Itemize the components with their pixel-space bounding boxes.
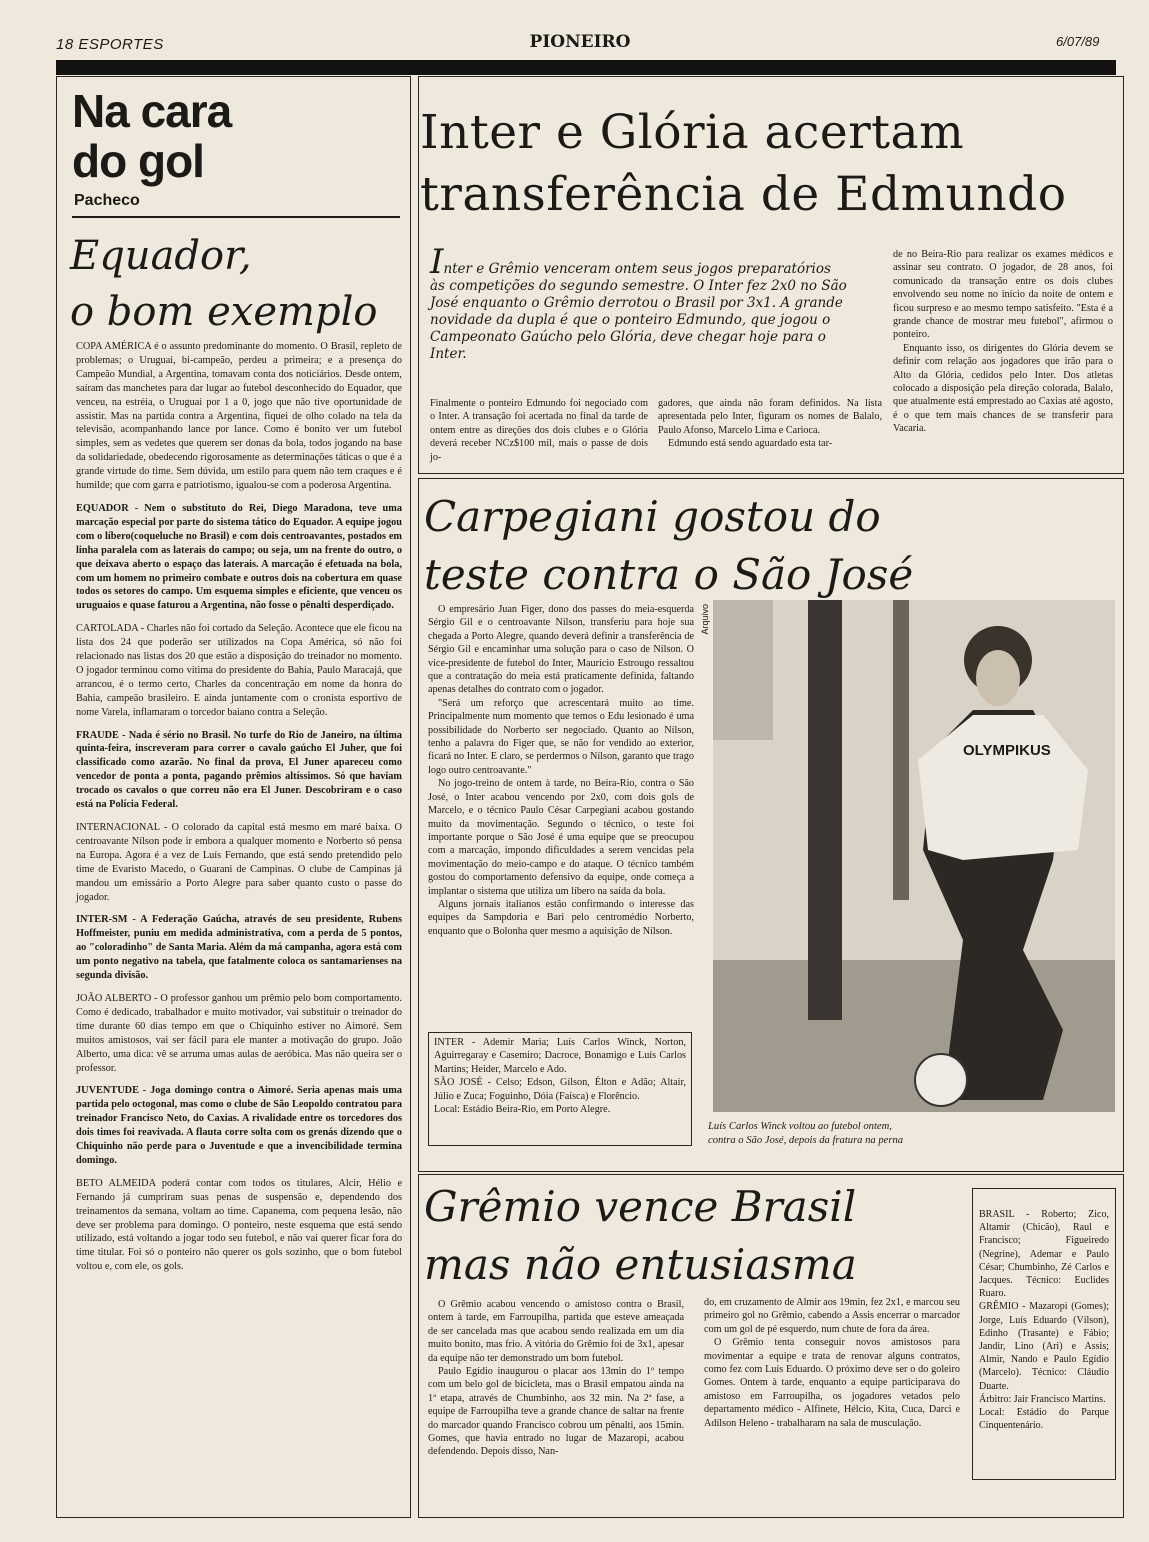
column-paragraph: JOÃO ALBERTO - O professor ganhou um prêmio pelo bom comportamento. Como é dedicado, trabalhador e muito motivador, vai substituir o treinador do time durante 60 dias tempo em que o Chiquinho estiver no Aimoré. Sem muitos amistosos, vai ser fácil para ele manter a motivação do grupo. João Alberto, uma dica: vê se arruma umas aulas de aeróbica. Mas não queira ser o professor.: [76, 992, 403, 1074]
page-section-label: 18 ESPORTES: [56, 36, 164, 53]
column-paragraph: BETO ALMEIDA poderá contar com todos os titulares, Alcir, Hélio e Fernando já cumpriram suas penas de suspensão e, dependendo dos treinamentos da semana, voltam ao time. Capanema, com pequena lesão, não deve ser problema para domingo. O ponteiro, neste esquema que está sendo utilizado, está voltando a jogar todo seu futebol, e não vai querer ficar fora do time titular. Foi só o ponteiro não querer os gols sozinho, que o bom futebol voltou e, com ele, os gols.: [76, 1177, 403, 1273]
story1-headline: Inter e Glória acertam transferência de Edmundo: [420, 105, 1067, 222]
column-body: [76, 340, 402, 1283]
column-paragraph: EQUADOR - Nem o substituto do Rei, Diego Maradona, teve uma marcação especial por parte do sistema tático do Equador. A equipe jogou com o líbero(coqueluche no Brasil) e com dois centroavantes, postados em linha paralela com as laterais do campo; ou seja, um na frente do outro, o que deixava aberto o espaço das laterais. A marcação é efetuada na bola, com um homem no primeiro combate e outros dois na cobertura em quase todos os setores do campo. Um esquema simples e eficiente, que venceu os uruguaios e quase faturou a Argentina, não fosse o pênalti desperdiçado.: [76, 502, 403, 612]
column-rule: [72, 216, 400, 218]
column-headline: Equador, o bom exemplo: [70, 233, 378, 335]
column-paragraph: INTER-SM - A Federação Gaúcha, através de seu presidente, Rubens Hoffmeister, puniu em medida administrativa, com a perda de 5 pontos, ao "coloradinho" de Santa Maria. Além da má campanha, agora está com um ponto negativo na tabela, que fatalmente coloca os santamarienses na segunda divisão.: [76, 914, 402, 982]
column-author: Pacheco: [74, 192, 140, 209]
player-photo-image: [713, 600, 1115, 1112]
story3-col1: O Grêmio acabou vencendo o amistoso contra o Brasil, ontem à tarde, em Farroupilha, partida que esteve ameaçada de ser cancelada mas que acabou sendo realizada em um dia muito bonito, mas frio. A vitória do Grêmio foi de 3x1, apesar da equipe não ter demonstrado um bom futebol. Paulo Egídio inaugurou o placar aos 13min do 1º tempo com um belo gol de bicicleta, mas o Brasil empatou ainda na 1ª etapa, através de Chumbinho, aos 32 min. Na 2ª fase, a equipe de Farroupilha teve a grande chance de saltar na frente do marcador quando Francisco cobrou um pênalti, aos 15min. Gomes, que havia entrado no lugar de Mazaropi, acabou defendendo. Depois disso, Nan-: [428, 1299, 684, 1458]
story2-paragraph: Alguns jornais italianos estão confirmando o interesse das equipes da Sampdoria e Bari pelo centromédio Norberto, enquanto que o Bolonha quer mesmo a aquisição de Nílson.: [428, 898, 694, 937]
story2-headline: Carpegiani gostou do teste contra o São José: [424, 492, 914, 599]
column-paragraph: COPA AMÉRICA é o assunto predominante do momento. O Brasil, repleto de problemas; o Uruguai, bi-campeão, perdeu a primeira; e a presença do Campeão Mundial, a Argentina, tomavam conta dos noticiários. Desde ontem, saíram das manchetes para dar lugar ao futebol desconhecido do Equador, que venceu, na estréia, o Uruguai por 1 a 0, jogo que não tive oportunidade de assistir. Mas na partida contra a Argentina, fiquei de olho colado na tela da televisão, acompanhando lance por lance. Como é bonito ver um futebol simples, sem as vedetes que querem ser donas da bola, todos jogando na base da solidariedade, obedecendo rigorosamente as determinações táticas o que é a grande virtude do time. Sem dúvida, um estilo para quem não tem craques e é humilde; que com garra e patriotismo, igualou-se com a poderosa Argentina.: [76, 341, 402, 492]
story3-headline: Grêmio vence Brasil mas não entusiasma: [424, 1182, 857, 1289]
story2-lineup: INTER - Ademir Maria; Luís Carlos Winck, Norton, Aguirregaray e Casemiro; Dacroce, Bonamigo e Luís Carlos Martins; Heider, Marcelo e Ado. SÃO JOSÉ - Celso; Edson, Gílson, Élton e Adão; Altair, Júlio e Zuca; Foguinho, Dóia (Faísca) e Florêncio. Local: Estádio Beira-Rio, em Porto Alegre.: [434, 1037, 686, 1116]
story1-right-col: de no Beira-Rio para realizar os exames médicos e assinar seu contrato. O jogador, de 28 anos, foi comunicado da transação entre os dois clubes envolvendo seu nome no início da noite de ontem e ficou surpreso e ao mesmo tempo satisfeito. "Esta é a grande chance de mostrar meu futebol", afirmou o ponteiro. Enquanto isso, os dirigentes do Glória devem se definir com relação aos jogadores que irão para o Alto da Glória, cedidos pelo Inter. Dos atletas colocado a disposição pela direção colorada, Balalo, que atualmente está emprestado ao Caxias até agosto, é o que tem mais chances de se transferir para Vacaria.: [893, 249, 1113, 435]
shirt-logo: OLYMPIKUS: [963, 742, 1051, 759]
story2-body: [428, 603, 694, 938]
photo-credit: Arquivo: [700, 604, 710, 635]
story2-paragraph: "Será um reforço que acrescentará muito ao time. Principalmente num momento que temos o Edu lesionado é uma possibilidade do Norberto ser negociado. Quanto ao Nílson, tenho a palavra do Figer que, se não for vendido ao exterior, ficará no Inter. E claro, se perdermos o Nílson, garanto que trago logo outro centroavante.": [428, 697, 694, 776]
story1-col1: Finalmente o ponteiro Edmundo foi negociado com o Inter. A transação foi acertada no final da tarde de ontem entre as direções dos dois clubes e o Glória deverá receber NCz$100 mil, mais o passe de dois jo-: [430, 398, 648, 463]
story1-col2: gadores, que ainda não foram definidos. Na lista apresentada pelo Inter, figuram os nomes de Balalo, Paulo Afonso, Marcelo Lima e Carioca. Edmundo está sendo aguardado esta tar-: [658, 398, 882, 450]
story3-lineup: BRASIL - Roberto; Zico, Altamir (Chicão), Raul e Francisco; Figueiredo (Negrine), Ademar e Paulo César; Chumbinho, Zé Carlos e Jacques. Técnico: Euclides Ruaro. GRÊMIO - Mazaropi (Gomes); Jorge, Luís Eduardo (Vílson), Edinho (Trasante) e Fábio; Jandir, Lino (Ari) e Assis; Almir, Nando e Paulo Egídio (Marcelo). Técnico: Cláudio Duarte. Árbitro: Jair Francisco Martins. Local: Estádio do Parque Cinquentenário.: [979, 1209, 1109, 1432]
page-date: 6/07/89: [1056, 34, 1100, 49]
column-title: Na cara do gol: [72, 85, 232, 187]
column-paragraph: FRAUDE - Nada é sério no Brasil. No turfe do Rio de Janeiro, na última quinta-feira, inscreveram para correr o cavalo gaúcho El Juher, que foi classificado como azarão. No final da prova, El Juner apareceu como vencedor de ponta a ponta, pagando prêmios altíssimos. Só que haviam trocado os cavalos o que correu não era El Juner. Descobriram e o caso está na Polícia Federal.: [76, 729, 402, 811]
photo-caption: Luís Carlos Winck voltou ao futebol ontem, contra o São José, depois da fratura na perna: [708, 1121, 904, 1146]
player-photo: [713, 600, 1115, 1112]
header-bar: [56, 60, 1116, 75]
story1-lead: Inter e Grêmio venceram ontem seus jogos preparatórios às competições do segundo semestre. O Inter fez 2x0 no São José enquanto o Grêmio derrotou o Brasil por 3x1. A grande novidade da dupla é que o ponteiro Edmundo, que jogou o Campeonato Gaúcho pelo Glória, deve chegar hoje para o Inter.: [430, 242, 847, 362]
column-paragraph: INTERNACIONAL - O colorado da capital está mesmo em maré baixa. O centroavante Nílson pode ir embora a qualquer momento e Norberto só pensa na Europa. Agora é a vez de Luís Fernando, que está sendo pretendido pelo time de Evaristo Macedo, o Guarani de Campinas. O clube de Campinas já mandou um emissário a Porto Alegre para saber quanto custo o passe do jogador.: [76, 822, 402, 903]
story2-paragraph: O empresário Juan Figer, dono dos passes do meia-esquerda Sérgio Gil e o centroavante Nílson, transferiu para hoje sua chegada a Porto Alegre, quando deverá definir a transferência de Sérgio Gil e encaminhar uma solução para o caso de Nílson. O vice-presidente de futebol do Inter, Maurício Estrougo ressaltou que a contratação do meia está praticamente definida, faltando apenas detalhes do contrato com o jogador.: [428, 604, 694, 696]
newspaper-title: PIONEIRO: [529, 32, 631, 52]
story3-col2: do, em cruzamento de Almir aos 19min, fez 2x1, e marcou seu primeiro gol no Grêmio, cabendo a Assis encerrar o marcador com um gol de pé esquerdo, num chute de fora da área. O Grêmio tenta conseguir novos amistosos para movimentar a equipe e trata de renovar alguns contratos, como fez com Luís Eduardo. O próximo deve ser o do goleiro Gomes. Ontem à tarde, enquanto a equipe participarava do amistoso em Farroupilha, os jogadores vetados pelo departamento médico - Alfinete, Hélcio, Kita, Cuca, Darci e Adílson Heleno - trabalharam na sala de musculação.: [704, 1297, 960, 1429]
story2-paragraph: No jogo-treino de ontem à tarde, no Beira-Rio, contra o São José, o Inter acabou vencendo por 2x0, com dois gols de Marcelo, e o técnico Paulo César Carpegiani acabou gostando muito da movimentação. Segundo o técnico, o teste foi importante porque o São José é uma equipe que se preocupou com a marcação, impondo dificuldades a serem vencidas pela movimentação do meio-campo e do ataque. O técnico também gostou do comportamento defensivo da equipe, onde começa a implantar o sistema que utiliza um líbero na saída da bola.: [428, 778, 694, 897]
column-paragraph: CARTOLADA - Charles não foi cortado da Seleção. Acontece que ele ficou na lista dos 24 que poderão ser utilizados na Copa América, só não foi relacionado nas listas dos 20 que estão a disposição do treinador no momento. O jogador terminou como vítima do presidente do Bahia, Paulo Maracajá, que arrancou, é o termo certo, Charles da concentração em nome da honra do Bahia, campeão brasileiro. E ainda juntamente com o cronista esportivo de nome Varela, inflamaram o torcedor baiano contra a Seleção.: [76, 623, 402, 718]
column-paragraph: JUVENTUDE - Joga domingo contra o Aimoré. Seria apenas mais uma partida pelo octogonal, mas como o clube de São Leopoldo contratou para treinador Francisco Neto, do Caxias. A rivalidade entre os torcedores dos dois times foi reavivada. A flauta corre solta com os grenás dizendo que o Chiquinho não perde para o Juventude e que a invencibilidade termina domingo.: [76, 1085, 402, 1166]
